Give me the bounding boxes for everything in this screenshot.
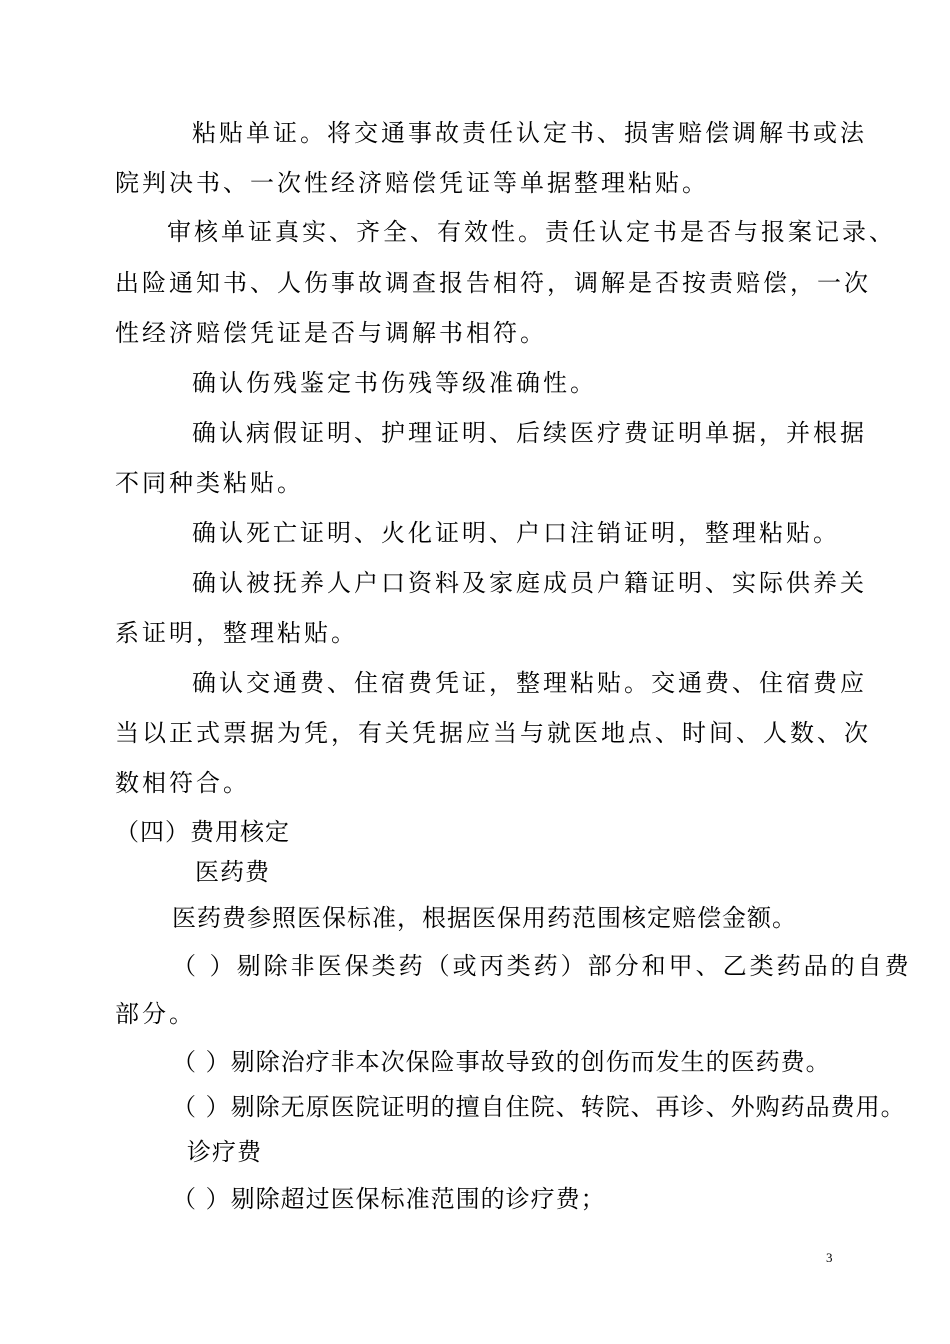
page-number: 3 xyxy=(826,1250,833,1265)
list-item-line: 部分。 xyxy=(115,1000,196,1028)
paragraph-line: 确认被抚养人户口资料及家庭成员户籍证明、实际供养关 xyxy=(192,569,867,597)
list-item-line: （ ）剔除治疗非本次保险事故导致的创伤而发生的医药费。 xyxy=(172,1048,831,1076)
paragraph-line: 确认伤残鉴定书伤残等级准确性。 xyxy=(192,369,597,397)
section-heading: （四）费用核定 xyxy=(115,818,290,846)
subsection-heading: 医药费 xyxy=(195,858,270,886)
paragraph-line: 确认交通费、住宿费凭证，整理粘贴。交通费、住宿费应 xyxy=(192,669,867,697)
paragraph-line: 性经济赔偿凭证是否与调解书相符。 xyxy=(115,319,547,347)
paragraph-line: 数相符合。 xyxy=(115,769,250,797)
subsection-heading: 诊疗费 xyxy=(187,1138,262,1166)
paragraph-line: 系证明，整理粘贴。 xyxy=(115,619,358,647)
paragraph-line: 当以正式票据为凭，有关凭据应当与就医地点、时间、人数、次 xyxy=(115,719,871,747)
paragraph-line: 确认死亡证明、火化证明、户口注销证明，整理粘贴。 xyxy=(192,519,840,547)
paragraph-line: 审核单证真实、齐全、有效性。责任认定书是否与报案记录、 xyxy=(167,218,896,246)
paragraph-line: 医药费参照医保标准，根据医保用药范围核定赔偿金额。 xyxy=(172,904,797,932)
paragraph-line: 确认病假证明、护理证明、后续医疗费证明单据，并根据 xyxy=(192,419,867,447)
paragraph-line: 院判决书、一次性经济赔偿凭证等单据整理粘贴。 xyxy=(115,169,709,197)
list-item-line: （ ）剔除非医保类药（或丙类药）部分和甲、乙类药品的自费 xyxy=(172,952,912,980)
paragraph-line: 不同种类粘贴。 xyxy=(115,469,304,497)
list-item-line: （ ）剔除超过医保标准范围的诊疗费； xyxy=(172,1185,606,1213)
paragraph-line: 出险通知书、人伤事故调查报告相符，调解是否按责赔偿，一次 xyxy=(115,269,871,297)
paragraph-line: 粘贴单证。将交通事故责任认定书、损害赔偿调解书或法 xyxy=(192,119,867,147)
list-item-line: （ ）剔除无原医院证明的擅自住院、转院、再诊、外购药品费用。 xyxy=(172,1093,906,1121)
